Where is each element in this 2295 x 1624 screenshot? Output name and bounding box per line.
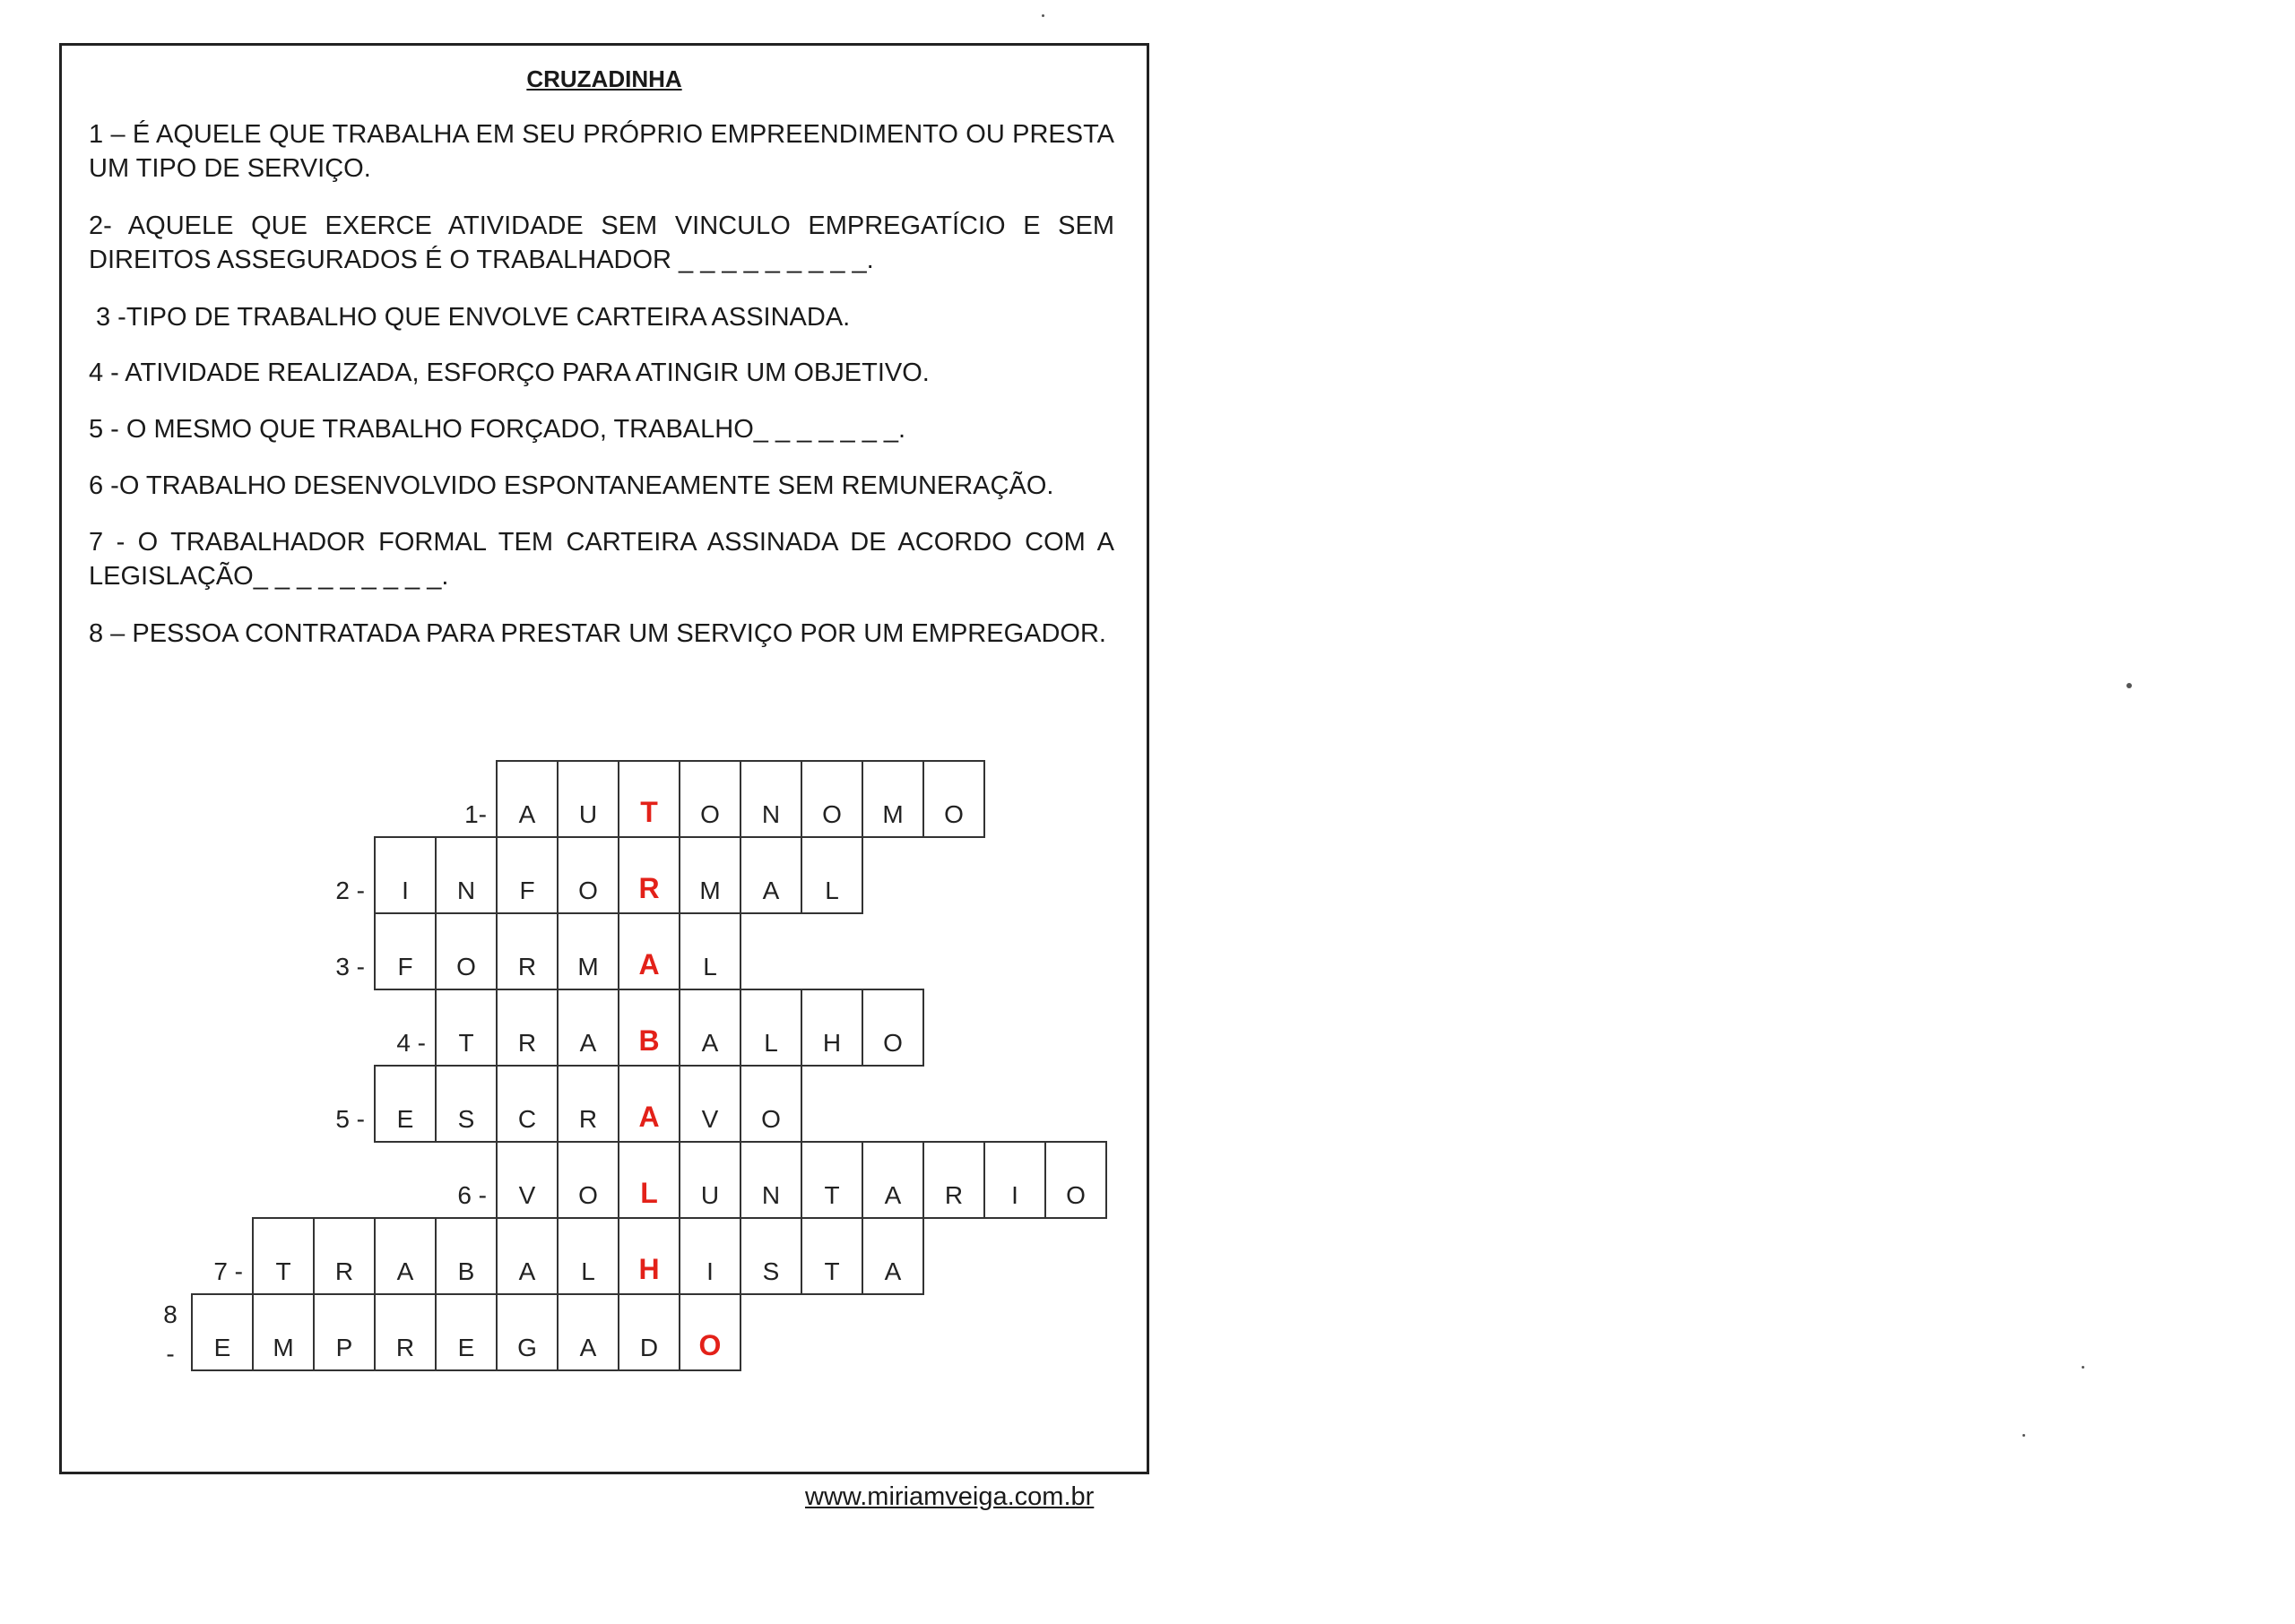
crossword-cell[interactable]: O <box>557 836 619 914</box>
crossword-cell[interactable]: E <box>435 1293 498 1371</box>
crossword-cell[interactable]: I <box>374 836 437 914</box>
crossword-key-cell[interactable]: A <box>618 912 680 990</box>
crossword-cell[interactable]: F <box>496 836 559 914</box>
page-title: CRUZADINHA <box>526 65 682 92</box>
crossword-cell[interactable]: O <box>862 989 924 1067</box>
scan-speck <box>2082 1366 2084 1369</box>
crossword-cell[interactable]: A <box>740 836 802 914</box>
clue-number-label: 2 - <box>335 877 365 904</box>
crossword-cell[interactable]: U <box>679 1141 741 1219</box>
crossword-cell[interactable]: M <box>252 1293 315 1371</box>
crossword-cell[interactable]: L <box>740 989 802 1067</box>
crossword-cell[interactable]: O <box>801 760 863 838</box>
crossword-cell[interactable]: V <box>496 1141 559 1219</box>
scan-speck <box>1042 14 1044 17</box>
clue-3: 3 -TIPO DE TRABALHO QUE ENVOLVE CARTEIRA ASSINADA. <box>96 303 851 332</box>
crossword-cell[interactable]: F <box>374 912 437 990</box>
clue-number-label: 4 - <box>396 1029 426 1057</box>
crossword-cell[interactable]: R <box>557 1065 619 1143</box>
crossword-cell[interactable]: A <box>557 1293 619 1371</box>
crossword-cell[interactable]: H <box>801 989 863 1067</box>
clue-2: 2- AQUELE QUE EXERCE ATIVIDADE SEM VINCULO EMPREGATÍCIO E SEM DIREITOS ASSEGURADOS É O TRABALHADOR _ _ _ _ _ _ _ _ _. <box>89 212 1114 274</box>
crossword-cell[interactable]: T <box>252 1217 315 1295</box>
clue-7: 7 - O TRABALHADOR FORMAL TEM CARTEIRA ASSINADA DE ACORDO COM A LEGISLAÇÃO_ _ _ _ _ _ _ _ _. <box>89 528 1114 591</box>
scan-speck <box>2022 1434 2025 1437</box>
crossword-cell[interactable]: P <box>313 1293 376 1371</box>
clue-4: 4 - ATIVIDADE REALIZADA, ESFORÇO PARA ATINGIR UM OBJETIVO. <box>89 358 930 387</box>
website-link[interactable]: www.miriamveiga.com.br <box>805 1482 1095 1511</box>
crossword-cell[interactable]: M <box>557 912 619 990</box>
crossword-cell[interactable]: A <box>862 1141 924 1219</box>
crossword-key-cell[interactable]: A <box>618 1065 680 1143</box>
crossword-cell[interactable]: M <box>862 760 924 838</box>
crossword-cell[interactable]: S <box>740 1217 802 1295</box>
crossword-cell[interactable]: U <box>557 760 619 838</box>
crossword-cell[interactable]: O <box>679 760 741 838</box>
clue-number-label: 3 - <box>335 953 365 980</box>
crossword-cell[interactable]: C <box>496 1065 559 1143</box>
crossword-cell[interactable]: A <box>496 1217 559 1295</box>
crossword-cell[interactable]: T <box>435 989 498 1067</box>
clue-6: 6 -O TRABALHO DESENVOLVIDO ESPONTANEAMENTE SEM REMUNERAÇÃO. <box>89 471 1054 500</box>
worksheet-frame <box>59 43 1149 1474</box>
crossword-cell[interactable]: I <box>983 1141 1046 1219</box>
crossword-cell[interactable]: R <box>313 1217 376 1295</box>
crossword-cell[interactable]: T <box>801 1217 863 1295</box>
crossword-cell[interactable]: O <box>740 1065 802 1143</box>
crossword-cell[interactable]: O <box>1044 1141 1107 1219</box>
crossword-cell[interactable]: O <box>435 912 498 990</box>
crossword-cell[interactable]: R <box>922 1141 985 1219</box>
crossword-cell[interactable]: L <box>679 912 741 990</box>
crossword-cell[interactable]: R <box>496 989 559 1067</box>
crossword-cell[interactable]: L <box>801 836 863 914</box>
crossword-cell[interactable]: S <box>435 1065 498 1143</box>
crossword-cell[interactable]: I <box>679 1217 741 1295</box>
crossword-cell[interactable]: O <box>557 1141 619 1219</box>
crossword-cell[interactable]: A <box>679 989 741 1067</box>
crossword-cell[interactable]: T <box>801 1141 863 1219</box>
crossword-key-cell[interactable]: B <box>618 989 680 1067</box>
clue-number-label: 5 - <box>335 1105 365 1133</box>
crossword-cell[interactable]: E <box>191 1293 254 1371</box>
clue-8: 8 – PESSOA CONTRATADA PARA PRESTAR UM SERVIÇO POR UM EMPREGADOR. <box>89 619 1106 648</box>
crossword-cell[interactable]: N <box>740 760 802 838</box>
crossword-cell[interactable]: G <box>496 1293 559 1371</box>
crossword-cell[interactable]: A <box>862 1217 924 1295</box>
crossword-cell[interactable]: V <box>679 1065 741 1143</box>
crossword-key-cell[interactable]: R <box>618 836 680 914</box>
crossword-cell[interactable]: L <box>557 1217 619 1295</box>
crossword-cell[interactable]: D <box>618 1293 680 1371</box>
crossword-cell[interactable]: N <box>740 1141 802 1219</box>
crossword-cell[interactable]: A <box>557 989 619 1067</box>
clue-number-label: 7 - <box>213 1257 243 1285</box>
crossword-cell[interactable]: O <box>922 760 985 838</box>
scan-speck <box>2126 683 2132 688</box>
crossword-key-cell[interactable]: O <box>679 1293 741 1371</box>
clue-number-label: 8 - <box>163 1300 178 1368</box>
crossword-cell[interactable]: R <box>496 912 559 990</box>
crossword-cell[interactable]: B <box>435 1217 498 1295</box>
crossword-key-cell[interactable]: T <box>618 760 680 838</box>
crossword-cell[interactable]: R <box>374 1293 437 1371</box>
crossword-cell[interactable]: N <box>435 836 498 914</box>
crossword-cell[interactable]: A <box>496 760 559 838</box>
clue-5: 5 - O MESMO QUE TRABALHO FORÇADO, TRABALHO_ _ _ _ _ _ _. <box>89 415 906 444</box>
crossword-grid <box>62 46 1147 1472</box>
clue-number-label: 6 - <box>457 1181 487 1209</box>
clue-1: 1 – É AQUELE QUE TRABALHA EM SEU PRÓPRIO EMPREENDIMENTO OU PRESTA UM TIPO DE SERVIÇO. <box>89 120 1114 183</box>
crossword-cell[interactable]: E <box>374 1065 437 1143</box>
crossword-key-cell[interactable]: H <box>618 1217 680 1295</box>
crossword-cell[interactable]: M <box>679 836 741 914</box>
crossword-key-cell[interactable]: L <box>618 1141 680 1219</box>
clue-number-label: 1- <box>464 800 487 828</box>
crossword-cell[interactable]: A <box>374 1217 437 1295</box>
